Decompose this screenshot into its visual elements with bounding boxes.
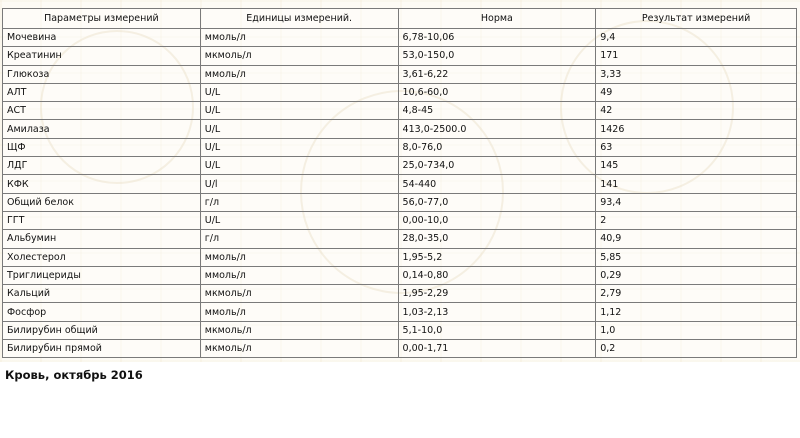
table-row xyxy=(3,83,797,101)
cell-parameter: Фосфор xyxy=(3,303,201,321)
header-parameter: Параметры измерений xyxy=(3,9,201,29)
cell-units: U/L xyxy=(200,83,398,101)
cell-units: U/L xyxy=(200,120,398,138)
cell-result: 40,9 xyxy=(596,230,797,248)
table-row xyxy=(3,157,797,175)
cell-norm: 1,95-2,29 xyxy=(398,285,596,303)
header-norm: Норма xyxy=(398,9,596,29)
table-row xyxy=(3,248,797,266)
cell-units: ммоль/л xyxy=(200,303,398,321)
cell-norm: 0,00-10,0 xyxy=(398,211,596,229)
cell-units: U/L xyxy=(200,138,398,156)
cell-parameter: Билирубин общий xyxy=(3,321,201,339)
cell-norm: 54-440 xyxy=(398,175,596,193)
cell-parameter: ГГТ xyxy=(3,211,201,229)
table-header-row xyxy=(3,9,797,29)
table-row xyxy=(3,211,797,229)
table-body xyxy=(3,29,797,358)
cell-result: 5,85 xyxy=(596,248,797,266)
table-row xyxy=(3,321,797,339)
cell-result: 9,4 xyxy=(596,29,797,47)
table-row xyxy=(3,102,797,120)
table-row xyxy=(3,29,797,47)
cell-units: мкмоль/л xyxy=(200,321,398,339)
cell-result: 145 xyxy=(596,157,797,175)
cell-norm: 1,03-2,13 xyxy=(398,303,596,321)
cell-parameter: Глюкоза xyxy=(3,65,201,83)
header-result: Результат измерений xyxy=(596,9,797,29)
cell-units: мкмоль/л xyxy=(200,285,398,303)
table-row xyxy=(3,230,797,248)
cell-units: U/L xyxy=(200,211,398,229)
cell-norm: 5,1-10,0 xyxy=(398,321,596,339)
table-row xyxy=(3,340,797,358)
cell-units: мкмоль/л xyxy=(200,47,398,65)
cell-units: ммоль/л xyxy=(200,29,398,47)
cell-result: 2 xyxy=(596,211,797,229)
table-row xyxy=(3,193,797,211)
table-row xyxy=(3,285,797,303)
cell-norm: 8,0-76,0 xyxy=(398,138,596,156)
cell-parameter: Креатинин xyxy=(3,47,201,65)
table-row xyxy=(3,65,797,83)
cell-units: г/л xyxy=(200,193,398,211)
cell-parameter: АЛТ xyxy=(3,83,201,101)
table-row xyxy=(3,175,797,193)
cell-parameter: Билирубин прямой xyxy=(3,340,201,358)
cell-parameter: Общий белок xyxy=(3,193,201,211)
cell-parameter: ЛДГ xyxy=(3,157,201,175)
cell-norm: 1,95-5,2 xyxy=(398,248,596,266)
cell-parameter: Амилаза xyxy=(3,120,201,138)
table-row xyxy=(3,138,797,156)
cell-units: ммоль/л xyxy=(200,248,398,266)
cell-result: 1426 xyxy=(596,120,797,138)
cell-result: 93,4 xyxy=(596,193,797,211)
cell-norm: 56,0-77,0 xyxy=(398,193,596,211)
blood-test-table xyxy=(2,8,797,358)
cell-norm: 28,0-35,0 xyxy=(398,230,596,248)
cell-units: г/л xyxy=(200,230,398,248)
cell-parameter: Мочевина xyxy=(3,29,201,47)
cell-result: 141 xyxy=(596,175,797,193)
cell-norm: 0,00-1,71 xyxy=(398,340,596,358)
header-units: Единицы измерений. xyxy=(200,9,398,29)
cell-parameter: Кальций xyxy=(3,285,201,303)
cell-norm: 3,61-6,22 xyxy=(398,65,596,83)
cell-parameter: КФК xyxy=(3,175,201,193)
cell-units: U/l xyxy=(200,175,398,193)
cell-result: 1,12 xyxy=(596,303,797,321)
cell-result: 0,29 xyxy=(596,266,797,284)
cell-result: 49 xyxy=(596,83,797,101)
cell-result: 3,33 xyxy=(596,65,797,83)
cell-result: 0,2 xyxy=(596,340,797,358)
caption-text: Кровь, октябрь 2016 xyxy=(5,368,143,382)
cell-parameter: Триглицериды xyxy=(3,266,201,284)
cell-norm: 6,78-10,06 xyxy=(398,29,596,47)
table-row xyxy=(3,303,797,321)
table-row xyxy=(3,266,797,284)
table-row xyxy=(3,120,797,138)
cell-result: 1,0 xyxy=(596,321,797,339)
cell-norm: 413,0-2500.0 xyxy=(398,120,596,138)
cell-norm: 0,14-0,80 xyxy=(398,266,596,284)
cell-norm: 53,0-150,0 xyxy=(398,47,596,65)
cell-norm: 10,6-60,0 xyxy=(398,83,596,101)
cell-result: 2,79 xyxy=(596,285,797,303)
cell-norm: 25,0-734,0 xyxy=(398,157,596,175)
cell-parameter: Альбумин xyxy=(3,230,201,248)
cell-parameter: Холестерол xyxy=(3,248,201,266)
cell-parameter: АСТ xyxy=(3,102,201,120)
cell-units: ммоль/л xyxy=(200,65,398,83)
cell-parameter: ЩФ xyxy=(3,138,201,156)
table-row xyxy=(3,47,797,65)
cell-units: U/L xyxy=(200,157,398,175)
cell-units: U/L xyxy=(200,102,398,120)
cell-result: 171 xyxy=(596,47,797,65)
cell-norm: 4,8-45 xyxy=(398,102,596,120)
cell-units: ммоль/л xyxy=(200,266,398,284)
cell-units: мкмоль/л xyxy=(200,340,398,358)
cell-result: 42 xyxy=(596,102,797,120)
cell-result: 63 xyxy=(596,138,797,156)
